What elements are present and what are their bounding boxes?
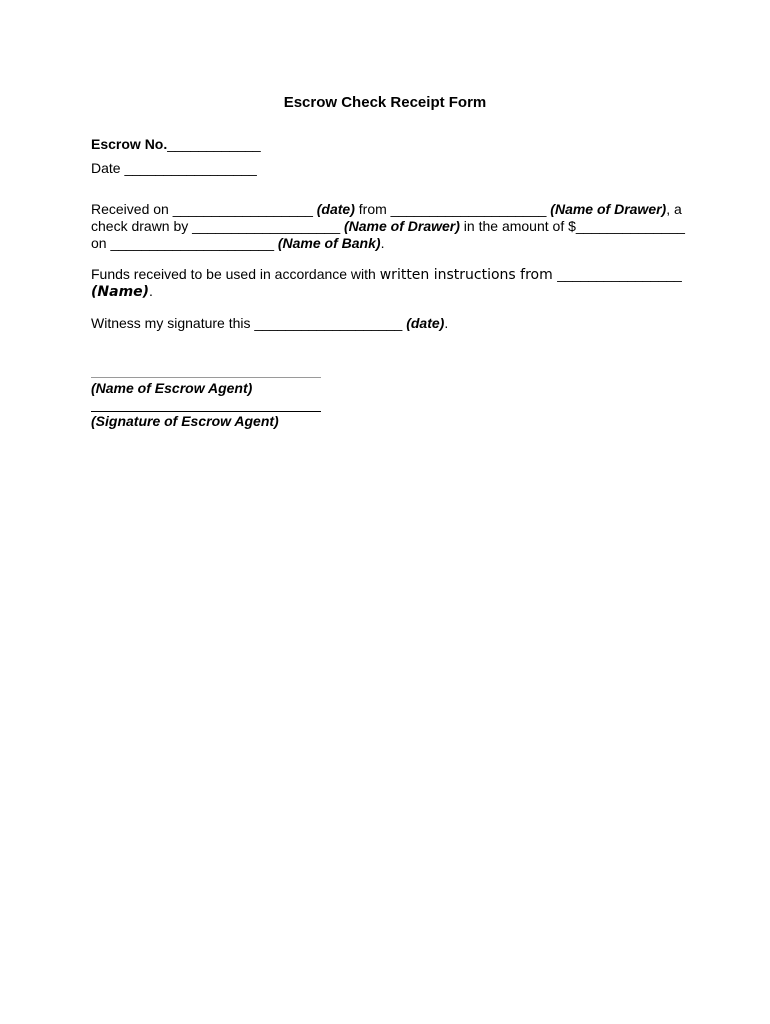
witness-date-blank: ___________________ <box>254 315 403 331</box>
funds-line-1 <box>91 266 682 284</box>
agent-name-rule <box>91 377 321 378</box>
escrow-number-blank: ____________ <box>167 136 261 152</box>
agent-signature-label: (Signature of Escrow Agent) <box>91 413 279 429</box>
agent-signature-rule <box>91 411 321 412</box>
agent-signature-line <box>91 413 279 430</box>
drawer-name-blank: ____________________ <box>390 201 547 217</box>
received-date-blank: __________________ <box>172 201 313 217</box>
agent-name-label: (Name of Escrow Agent) <box>91 380 253 396</box>
received-line-1 <box>91 201 682 218</box>
witness-text: Witness my signature this <box>91 315 255 331</box>
witness-date-label: (date) <box>406 315 445 331</box>
funds-period: . <box>149 283 153 299</box>
check-drawn-text: check drawn by <box>91 218 193 234</box>
date-line <box>91 160 257 177</box>
a-text: , a <box>666 201 682 217</box>
agent-name-line <box>91 380 252 397</box>
witness-line <box>91 315 448 332</box>
drawer-name-label: (Name of Drawer) <box>550 201 667 217</box>
instructions-name-label: (Name) <box>91 284 150 300</box>
date-label: Date <box>91 160 121 176</box>
escrow-number-label: Escrow No. <box>91 136 168 152</box>
received-text: Received on <box>91 201 173 217</box>
amount-blank: ______________ <box>575 218 685 234</box>
check-drawer-label: (Name of Drawer) <box>344 218 460 234</box>
bank-name-label: (Name of Bank) <box>277 235 381 251</box>
funds-text: Funds received to be used in accordance with <box>91 266 380 282</box>
escrow-number-line <box>91 136 261 153</box>
instructions-name-blank: ________________ <box>557 266 682 282</box>
witness-period: . <box>444 315 449 331</box>
date-blank: _________________ <box>124 160 257 176</box>
on-text: on <box>91 235 111 251</box>
written-instructions-text: written instructions from <box>379 267 558 283</box>
period-text: . <box>380 235 385 251</box>
bank-name-blank: _____________________ <box>110 235 274 251</box>
from-text: from <box>354 201 391 217</box>
received-date-label: (date) <box>316 201 355 217</box>
received-line-3 <box>91 235 384 252</box>
received-line-2 <box>91 218 685 235</box>
document-title: Escrow Check Receipt Form <box>283 94 487 111</box>
check-drawer-blank: ___________________ <box>192 218 341 234</box>
amount-text: in the amount of $ <box>459 218 576 234</box>
funds-line-2 <box>91 283 153 301</box>
